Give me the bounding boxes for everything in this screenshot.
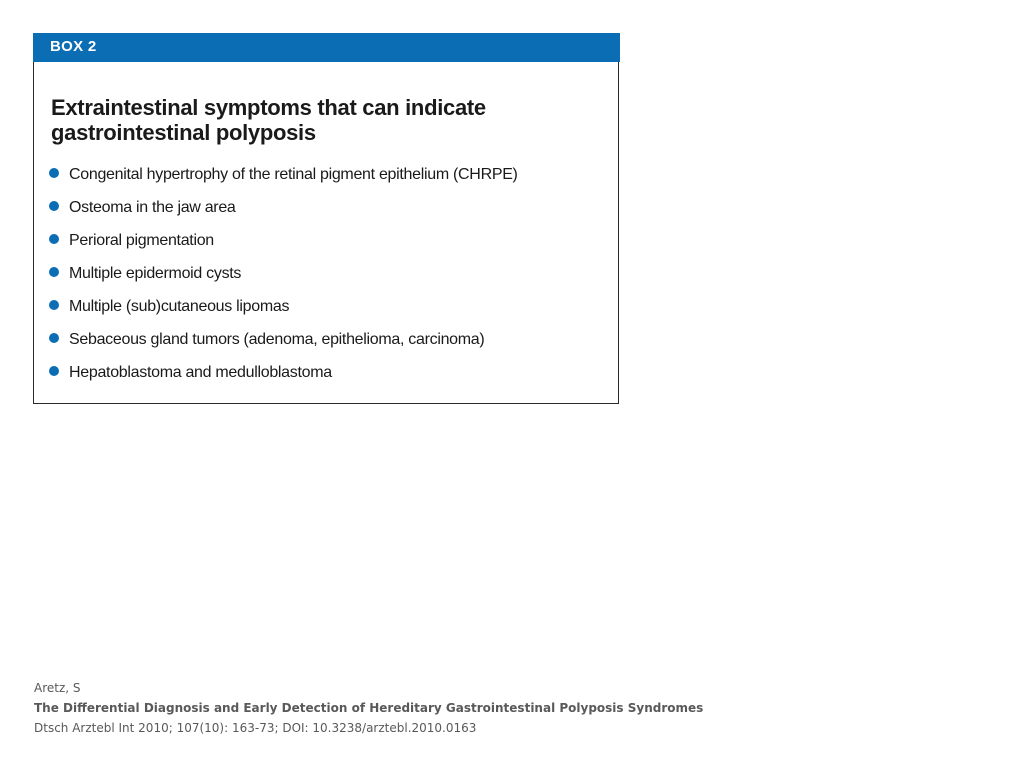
citation-source: Dtsch Arztebl Int 2010; 107(10): 163-73; DOI: 10.3238/arztebl.2010.0163: [34, 721, 477, 735]
bullet-icon: [49, 168, 59, 178]
list-item: [49, 191, 518, 224]
citation-title: The Differential Diagnosis and Early Detection of Hereditary Gastrointestinal Polyposis Syndromes: [34, 701, 704, 715]
list-item-text: Multiple epidermoid cysts: [69, 264, 242, 282]
info-box: [33, 33, 619, 404]
list-item-text: Congenital hypertrophy of the retinal pigment epithelium (CHRPE): [69, 165, 518, 183]
bullet-icon: [49, 234, 59, 244]
list-item: [49, 257, 518, 290]
list-item: [49, 224, 518, 257]
bullet-icon: [49, 333, 59, 343]
list-item-text: Multiple (sub)cutaneous lipomas: [69, 297, 290, 315]
citation-block: [34, 678, 703, 738]
list-item: [49, 290, 518, 323]
bullet-icon: [49, 267, 59, 277]
list-item: [49, 356, 518, 389]
symptom-list: [49, 158, 518, 389]
list-item-text: Sebaceous gland tumors (adenoma, epithelioma, carcinoma): [69, 330, 485, 348]
bullet-icon: [49, 300, 59, 310]
list-item-text: Perioral pigmentation: [69, 231, 214, 249]
box-header-bar: [33, 33, 620, 62]
bullet-icon: [49, 366, 59, 376]
citation-author: Aretz, S: [34, 681, 81, 695]
list-item: [49, 323, 518, 356]
bullet-icon: [49, 201, 59, 211]
box-title: Extraintestinal symptoms that can indicate gastrointestinal polyposis: [51, 95, 486, 145]
list-item-text: Osteoma in the jaw area: [69, 198, 236, 216]
list-item: [49, 158, 518, 191]
box-label: BOX 2: [50, 38, 97, 55]
list-item-text: Hepatoblastoma and medulloblastoma: [69, 363, 332, 381]
